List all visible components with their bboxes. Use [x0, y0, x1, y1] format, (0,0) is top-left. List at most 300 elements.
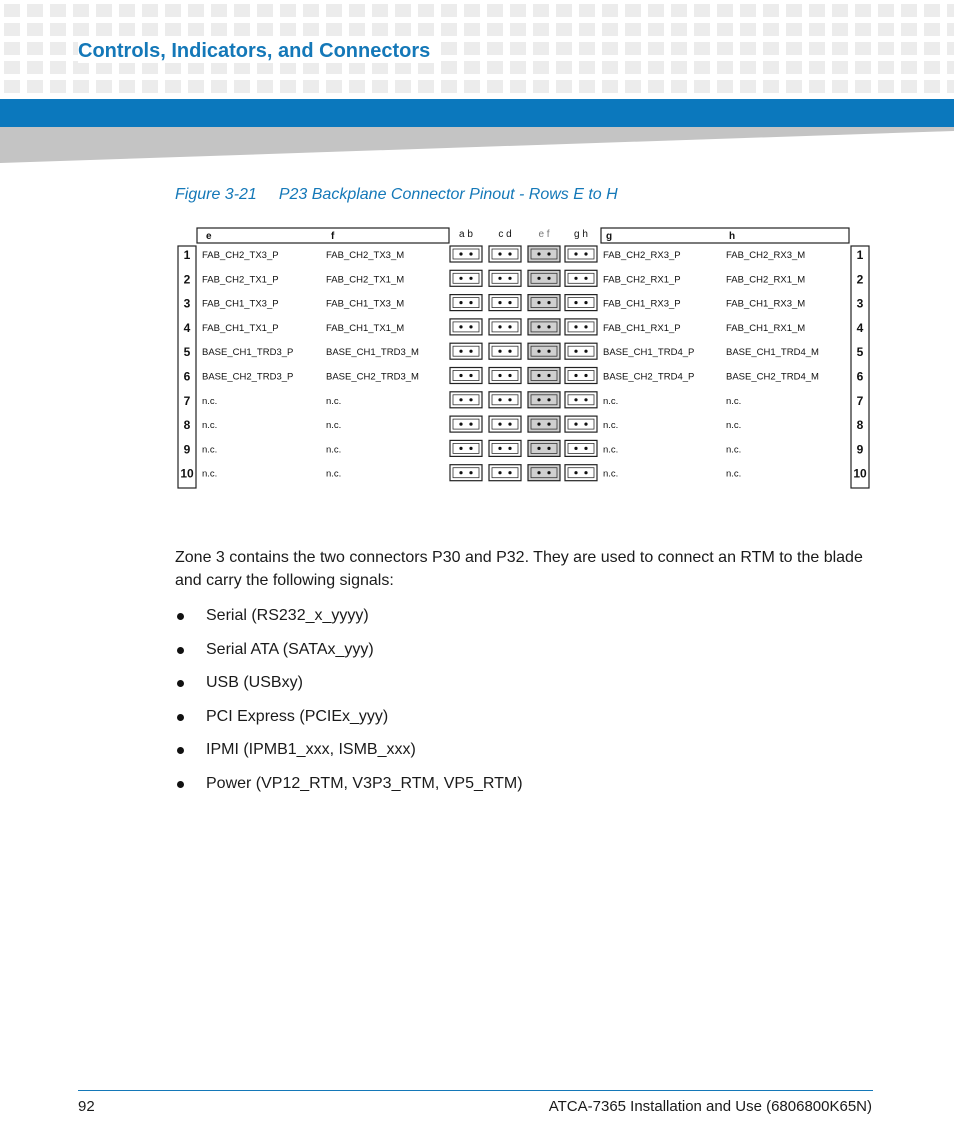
- pattern-square: [901, 42, 917, 55]
- pattern-square: [418, 4, 434, 17]
- pin-signal-e: n.c.: [202, 420, 218, 432]
- pattern-square: [947, 80, 954, 93]
- signal-list-item-text: Serial (RS232_x_yyyy): [206, 607, 369, 624]
- column-header-f: f: [331, 231, 335, 242]
- pin-pair-inner: [453, 468, 479, 478]
- pin-signal-e: n.c.: [202, 444, 218, 456]
- pin-pair-inner: [492, 371, 518, 381]
- pattern-square: [763, 4, 779, 17]
- pattern-square: [73, 4, 89, 17]
- pin-signal-g: FAB_CH1_RX1_P: [603, 322, 681, 334]
- pattern-square: [395, 4, 411, 17]
- pattern-square: [809, 42, 825, 55]
- pin-icon: [547, 252, 550, 255]
- footer-rule: [78, 1090, 873, 1091]
- pin-icon: [537, 398, 540, 401]
- pin-icon: [459, 301, 462, 304]
- pin-signal-e: n.c.: [202, 395, 218, 407]
- pin-signal-e: FAB_CH2_TX3_P: [202, 250, 279, 261]
- pattern-square: [947, 61, 954, 74]
- pin-pair-inner: [531, 346, 557, 356]
- pin-icon: [508, 301, 511, 304]
- column-header-g: g: [606, 231, 613, 242]
- row-number-right: 9: [856, 442, 864, 457]
- pattern-square: [924, 61, 940, 74]
- pattern-square: [234, 80, 250, 93]
- pin-pair-inner: [453, 419, 479, 429]
- pattern-square: [579, 61, 595, 74]
- pin-icon: [574, 252, 577, 255]
- pattern-square: [372, 4, 388, 17]
- pin-pair-inner: [453, 298, 479, 308]
- pin-icon: [584, 423, 587, 426]
- pattern-square: [27, 80, 43, 93]
- pattern-square: [579, 80, 595, 93]
- pattern-square: [533, 80, 549, 93]
- pin-pair-inner: [531, 298, 557, 308]
- pin-icon: [469, 301, 472, 304]
- pin-icon: [508, 350, 511, 353]
- pin-pair-inner: [492, 468, 518, 478]
- pin-icon: [459, 252, 462, 255]
- pin-pair-inner: [492, 395, 518, 405]
- pattern-square: [73, 23, 89, 36]
- pattern-square: [349, 4, 365, 17]
- pattern-square: [27, 61, 43, 74]
- pin-signal-h: FAB_CH2_RX3_M: [726, 250, 806, 261]
- pin-pair-inner: [453, 346, 479, 356]
- pattern-square: [832, 23, 848, 36]
- signal-list-item: [175, 604, 523, 638]
- pin-signal-h: FAB_CH1_RX3_M: [726, 298, 806, 310]
- pin-pair-inner: [531, 443, 557, 453]
- pin-icon: [547, 301, 550, 304]
- figure-number: Figure 3-21: [175, 186, 257, 203]
- pin-pair-inner: [531, 468, 557, 478]
- pattern-square: [464, 61, 480, 74]
- pin-icon: [547, 325, 550, 328]
- pin-icon: [584, 252, 587, 255]
- pin-signal-g: n.c.: [603, 420, 619, 432]
- pin-icon: [498, 374, 501, 377]
- bullet-icon: [177, 747, 184, 754]
- pin-pair-inner: [568, 443, 594, 453]
- pin-icon: [547, 350, 550, 353]
- pin-signal-h: n.c.: [726, 395, 742, 407]
- pattern-square: [280, 80, 296, 93]
- pattern-square: [441, 42, 457, 55]
- pin-signal-g: n.c.: [603, 395, 619, 407]
- pattern-square: [510, 4, 526, 17]
- pin-icon: [584, 447, 587, 450]
- pin-icon: [537, 252, 540, 255]
- pattern-square: [625, 42, 641, 55]
- pattern-square: [326, 4, 342, 17]
- pattern-square: [234, 23, 250, 36]
- pin-signal-e: n.c.: [202, 468, 218, 480]
- pin-icon: [547, 398, 550, 401]
- pattern-square: [832, 80, 848, 93]
- pattern-square: [809, 80, 825, 93]
- pattern-square: [464, 42, 480, 55]
- pin-icon: [469, 398, 472, 401]
- pin-icon: [537, 374, 540, 377]
- pin-signal-h: n.c.: [726, 468, 742, 480]
- pattern-square: [533, 61, 549, 74]
- row-number-right: 4: [856, 320, 864, 335]
- pin-signal-g: n.c.: [603, 468, 619, 480]
- pattern-square: [50, 80, 66, 93]
- pattern-square: [556, 42, 572, 55]
- pattern-square: [740, 61, 756, 74]
- pattern-square: [441, 80, 457, 93]
- pattern-square: [165, 4, 181, 17]
- pattern-square: [188, 4, 204, 17]
- pattern-square: [924, 4, 940, 17]
- pin-icon: [547, 471, 550, 474]
- pin-icon: [508, 447, 511, 450]
- pattern-square: [257, 80, 273, 93]
- signal-list-item: [175, 772, 523, 806]
- pattern-square: [740, 4, 756, 17]
- pin-icon: [584, 398, 587, 401]
- pin-signal-h: n.c.: [726, 420, 742, 432]
- pin-icon: [537, 350, 540, 353]
- pattern-square: [257, 4, 273, 17]
- pattern-square: [855, 42, 871, 55]
- pin-signal-f: FAB_CH1_TX1_M: [326, 322, 405, 334]
- pattern-square: [717, 80, 733, 93]
- pin-pair-inner: [568, 371, 594, 381]
- pattern-square: [717, 4, 733, 17]
- pattern-square: [234, 4, 250, 17]
- pin-icon: [508, 423, 511, 426]
- pattern-square: [924, 42, 940, 55]
- pin-pair-inner: [568, 346, 594, 356]
- pin-icon: [469, 252, 472, 255]
- pattern-square: [349, 23, 365, 36]
- pattern-square: [579, 42, 595, 55]
- signal-list-item-text: USB (USBxy): [206, 674, 303, 692]
- pin-pair-inner: [492, 249, 518, 259]
- pattern-square: [257, 23, 273, 36]
- pin-pair-inner: [568, 419, 594, 429]
- pin-icon: [508, 277, 511, 280]
- pattern-square: [671, 23, 687, 36]
- pattern-square: [901, 23, 917, 36]
- pattern-square: [947, 42, 954, 55]
- pin-icon: [508, 374, 511, 377]
- pin-icon: [584, 471, 587, 474]
- pattern-square: [418, 23, 434, 36]
- pattern-square: [717, 61, 733, 74]
- bullet-icon: [177, 714, 184, 721]
- pin-icon: [547, 423, 550, 426]
- pin-pair-inner: [568, 395, 594, 405]
- pin-pair-inner: [531, 322, 557, 332]
- pattern-square: [96, 4, 112, 17]
- pattern-square: [165, 23, 181, 36]
- pin-signal-g: BASE_CH1_TRD4_P: [603, 347, 695, 359]
- column-header-h: h: [729, 231, 736, 242]
- pin-icon: [459, 423, 462, 426]
- pattern-square: [303, 80, 319, 93]
- pin-icon: [498, 301, 501, 304]
- pin-icon: [574, 301, 577, 304]
- pattern-square: [602, 61, 618, 74]
- connector-pinout-diagram: [176, 224, 872, 490]
- pin-icon: [584, 325, 587, 328]
- pin-pair-inner: [531, 419, 557, 429]
- pin-pair-inner: [453, 249, 479, 259]
- pattern-square: [556, 4, 572, 17]
- pin-icon: [459, 447, 462, 450]
- pin-icon: [537, 277, 540, 280]
- pattern-square: [349, 80, 365, 93]
- header-swoosh: [0, 127, 954, 163]
- pin-icon: [498, 447, 501, 450]
- pattern-square: [740, 23, 756, 36]
- pattern-square: [50, 4, 66, 17]
- pattern-square: [464, 4, 480, 17]
- pattern-square: [4, 61, 20, 74]
- pin-signal-f: BASE_CH2_TRD3_M: [326, 371, 419, 383]
- pattern-square: [556, 23, 572, 36]
- pattern-square: [372, 80, 388, 93]
- pin-signal-h: BASE_CH1_TRD4_M: [726, 347, 819, 359]
- pin-signal-h: FAB_CH1_RX1_M: [726, 322, 806, 334]
- pattern-square: [50, 61, 66, 74]
- pin-pair-inner: [568, 468, 594, 478]
- pattern-square: [924, 23, 940, 36]
- pattern-square: [602, 4, 618, 17]
- pin-icon: [584, 374, 587, 377]
- pin-pair-inner: [453, 371, 479, 381]
- pattern-square: [464, 23, 480, 36]
- pattern-square: [763, 42, 779, 55]
- pattern-square: [395, 80, 411, 93]
- figure-title: P23 Backplane Connector Pinout - Rows E to H: [278, 186, 618, 203]
- pin-icon: [469, 374, 472, 377]
- pattern-square: [556, 61, 572, 74]
- row-number-right: 3: [856, 296, 864, 311]
- pattern-square: [763, 80, 779, 93]
- pin-icon: [498, 325, 501, 328]
- pin-group-header: a b: [459, 229, 473, 240]
- pattern-square: [832, 4, 848, 17]
- pattern-square: [947, 23, 954, 36]
- pattern-square: [510, 80, 526, 93]
- pin-icon: [574, 423, 577, 426]
- pattern-square: [602, 23, 618, 36]
- pattern-square: [510, 23, 526, 36]
- pattern-square: [211, 4, 227, 17]
- row-number-right: 1: [856, 248, 864, 262]
- pin-signal-f: FAB_CH1_TX3_M: [326, 298, 405, 310]
- pin-pair-inner: [492, 322, 518, 332]
- pin-icon: [547, 447, 550, 450]
- pattern-square: [142, 80, 158, 93]
- pattern-square: [878, 23, 894, 36]
- pin-pair-inner: [531, 249, 557, 259]
- pin-signal-h: BASE_CH2_TRD4_M: [726, 371, 819, 383]
- pin-pair-inner: [453, 443, 479, 453]
- left-header-box: [197, 228, 449, 243]
- pin-icon: [469, 277, 472, 280]
- bullet-icon: [177, 613, 184, 620]
- pattern-square: [924, 80, 940, 93]
- pin-icon: [508, 252, 511, 255]
- row-number-left: 9: [183, 442, 191, 457]
- pin-icon: [498, 252, 501, 255]
- section-title: Controls, Indicators, and Connectors: [78, 40, 434, 63]
- pattern-square: [878, 61, 894, 74]
- pattern-square: [763, 61, 779, 74]
- pattern-square: [96, 80, 112, 93]
- pin-signal-e: BASE_CH2_TRD3_P: [202, 371, 294, 383]
- pin-icon: [459, 374, 462, 377]
- pin-icon: [469, 423, 472, 426]
- pattern-square: [96, 23, 112, 36]
- figure-caption: [175, 186, 618, 204]
- pin-signal-f: FAB_CH2_TX1_M: [326, 274, 405, 286]
- document-title: ATCA-7365 Installation and Use (6806800K65N): [548, 1098, 872, 1115]
- pattern-square: [119, 23, 135, 36]
- pattern-square: [786, 4, 802, 17]
- pin-icon: [574, 374, 577, 377]
- pin-icon: [574, 277, 577, 280]
- pin-pair-inner: [453, 322, 479, 332]
- signal-list-item-text: Serial ATA (SATAx_yyy): [206, 640, 374, 658]
- pin-icon: [537, 447, 540, 450]
- pattern-square: [4, 42, 20, 55]
- pin-signal-e: FAB_CH1_TX3_P: [202, 298, 279, 310]
- pin-signal-g: FAB_CH1_RX3_P: [603, 298, 681, 310]
- pin-icon: [574, 447, 577, 450]
- pin-signal-f: BASE_CH1_TRD3_M: [326, 347, 419, 359]
- pattern-square: [280, 23, 296, 36]
- pattern-square: [579, 23, 595, 36]
- pattern-square: [901, 80, 917, 93]
- row-number-left: 10: [180, 466, 194, 481]
- pin-signal-g: FAB_CH2_RX3_P: [603, 250, 681, 261]
- pin-icon: [537, 471, 540, 474]
- pin-icon: [584, 350, 587, 353]
- page-number: 92: [78, 1098, 95, 1115]
- pin-icon: [459, 277, 462, 280]
- pin-icon: [508, 398, 511, 401]
- pattern-square: [487, 4, 503, 17]
- row-number-left: 6: [183, 369, 191, 384]
- row-number-right: 2: [856, 272, 864, 287]
- pattern-square: [855, 4, 871, 17]
- pin-signal-e: BASE_CH1_TRD3_P: [202, 347, 294, 359]
- pattern-square: [372, 23, 388, 36]
- pattern-square: [694, 80, 710, 93]
- pin-group-header: e f: [538, 229, 550, 240]
- pin-icon: [469, 350, 472, 353]
- pin-icon: [498, 277, 501, 280]
- pin-pair-inner: [453, 395, 479, 405]
- pattern-square: [395, 23, 411, 36]
- pattern-square: [556, 80, 572, 93]
- pattern-square: [441, 61, 457, 74]
- pattern-square: [648, 4, 664, 17]
- bullet-icon: [177, 680, 184, 687]
- pin-icon: [469, 471, 472, 474]
- row-number-left: 4: [183, 320, 191, 335]
- pattern-square: [510, 42, 526, 55]
- pin-signal-e: FAB_CH1_TX1_P: [202, 322, 279, 334]
- row-number-right: 7: [856, 393, 864, 408]
- pattern-square: [50, 23, 66, 36]
- pattern-square: [119, 4, 135, 17]
- pin-icon: [574, 471, 577, 474]
- pin-signal-g: BASE_CH2_TRD4_P: [603, 371, 695, 383]
- pin-signal-e: FAB_CH2_TX1_P: [202, 274, 279, 286]
- pattern-square: [901, 4, 917, 17]
- pin-signal-f: FAB_CH2_TX3_M: [326, 250, 405, 261]
- row-number-right: 5: [856, 345, 864, 360]
- pattern-square: [625, 23, 641, 36]
- pattern-square: [648, 42, 664, 55]
- row-number-left: 1: [183, 248, 191, 262]
- pin-group-header: c d: [498, 229, 512, 240]
- row-number-left: 7: [183, 393, 191, 408]
- pattern-square: [809, 4, 825, 17]
- pin-icon: [537, 325, 540, 328]
- pattern-square: [786, 42, 802, 55]
- signal-list: [175, 604, 523, 806]
- pin-icon: [469, 447, 472, 450]
- pattern-square: [832, 42, 848, 55]
- signal-list-item: [175, 705, 523, 739]
- pin-icon: [547, 374, 550, 377]
- pin-pair-inner: [531, 273, 557, 283]
- pin-icon: [498, 471, 501, 474]
- signal-list-item-text: Power (VP12_RTM, V3P3_RTM, VP5_RTM): [206, 774, 523, 792]
- pattern-square: [50, 42, 66, 55]
- right-header-box: [601, 228, 849, 243]
- pin-icon: [498, 398, 501, 401]
- pin-pair-inner: [492, 298, 518, 308]
- pattern-square: [280, 4, 296, 17]
- bullet-icon: [177, 647, 184, 654]
- pin-icon: [574, 350, 577, 353]
- pattern-square: [27, 42, 43, 55]
- pattern-square: [855, 23, 871, 36]
- pattern-square: [487, 23, 503, 36]
- row-number-right: 6: [856, 369, 864, 384]
- pin-icon: [459, 471, 462, 474]
- pattern-square: [188, 23, 204, 36]
- pattern-square: [533, 4, 549, 17]
- column-header-e: e: [206, 231, 212, 242]
- pattern-square: [533, 23, 549, 36]
- pattern-square: [142, 4, 158, 17]
- pin-signal-h: FAB_CH2_RX1_M: [726, 274, 806, 286]
- pattern-square: [188, 80, 204, 93]
- pin-icon: [498, 350, 501, 353]
- pattern-square: [694, 4, 710, 17]
- pattern-square: [625, 80, 641, 93]
- pattern-square: [878, 80, 894, 93]
- signal-list-item-text: PCI Express (PCIEx_yyy): [206, 707, 389, 725]
- pattern-square: [533, 42, 549, 55]
- pattern-square: [671, 80, 687, 93]
- pin-signal-g: FAB_CH2_RX1_P: [603, 274, 681, 286]
- pattern-square: [4, 80, 20, 93]
